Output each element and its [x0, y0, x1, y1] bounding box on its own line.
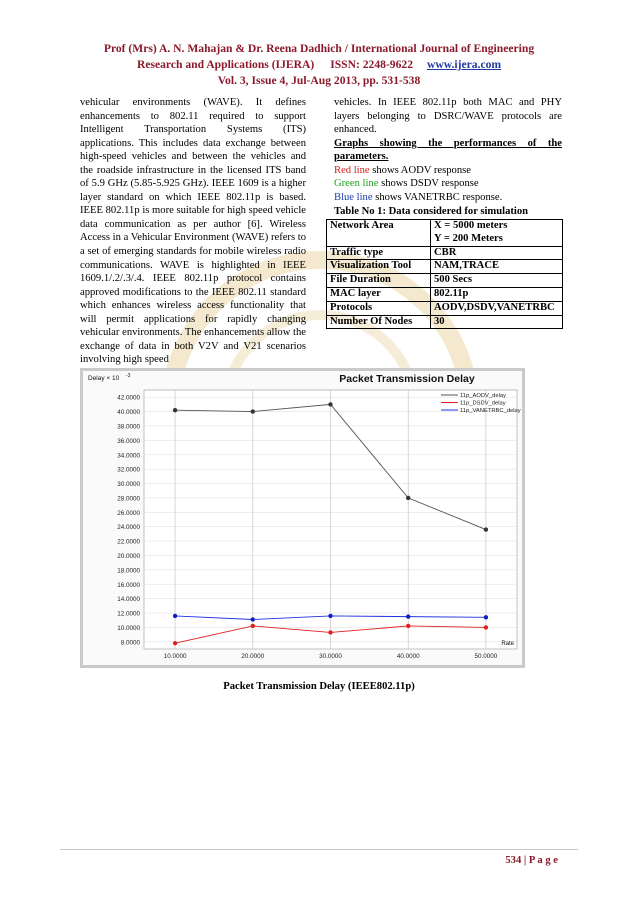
journal-header: [60, 41, 578, 89]
table-key: Visualization Tool: [327, 260, 431, 274]
x-tick-label: 20.0000: [241, 653, 265, 660]
network-area-x: X = 5000 meters: [434, 220, 508, 231]
legend-red-line: [334, 164, 562, 178]
table-row: [327, 220, 563, 247]
table-row: [327, 246, 563, 260]
figure-caption: Packet Transmission Delay (IEEE802.11p): [223, 681, 415, 692]
table-key: Network Area: [327, 220, 431, 247]
table-value: AODV,DSDV,VANETRBC: [431, 301, 563, 315]
y-axis-label: Delay × 10: [88, 375, 120, 382]
x-tick-label: 40.0000: [396, 653, 420, 660]
series-2-point: [406, 614, 410, 618]
y-tick-label: 42.0000: [117, 394, 140, 402]
y-tick-label: 22.0000: [117, 538, 140, 546]
right-column-text: vehicles. In IEEE 802.11p both MAC and PHY layers belonging to DSRC/WAVE protocols are enhanced.: [334, 97, 562, 136]
series-2-point: [173, 614, 177, 618]
green-line-desc: shows DSDV response: [378, 178, 479, 190]
table-title: Table No 1: Data considered for simulation: [334, 206, 529, 217]
header-line-3: Vol. 3, Issue 4, Jul-Aug 2013, pp. 531-538: [217, 74, 421, 87]
chart-svg: [80, 368, 525, 668]
series-2-point: [328, 614, 332, 618]
chart-title: Packet Transmission Delay: [339, 373, 475, 385]
y-tick-label: 10.0000: [117, 624, 140, 632]
x-tick-label: 30.0000: [319, 653, 342, 660]
simulation-table: [326, 219, 563, 329]
header-line-1: Prof (Mrs) A. N. Mahajan & Dr. Reena Dadhich / International Journal of Engineering: [103, 42, 535, 55]
series-0-point: [484, 527, 488, 531]
series-1-point: [406, 624, 410, 628]
table-row: [327, 315, 563, 329]
y-tick-label: 34.0000: [117, 452, 140, 460]
issn: ISSN: 2248-9622: [330, 58, 413, 71]
series-0-point: [251, 409, 255, 413]
legend-entry: 11p_AODV_delay: [460, 393, 506, 400]
legend-green-line: [334, 177, 562, 191]
journal-name: Research and Applications (IJERA): [136, 58, 315, 71]
footer-divider: [60, 849, 578, 850]
table-key: File Duration: [327, 274, 431, 288]
right-column: [334, 96, 562, 204]
journal-website-link[interactable]: www.ijera.com: [427, 58, 502, 71]
packet-delay-chart: [80, 368, 525, 668]
y-tick-label: 14.0000: [117, 596, 140, 604]
y-axis-label-exponent: -3: [126, 373, 131, 379]
y-tick-label: 12.0000: [117, 610, 140, 618]
y-tick-label: 18.0000: [117, 567, 140, 575]
network-area-y: Y = 200 Meters: [434, 232, 503, 244]
series-2-point: [251, 617, 255, 621]
x-tick-label: 50.0000: [474, 653, 498, 660]
series-1-point: [251, 624, 255, 628]
green-line-label: Green line: [334, 178, 379, 190]
table-row: [327, 274, 563, 288]
left-column: [80, 96, 306, 367]
table-value: 500 Secs: [431, 274, 563, 288]
blue-line-label: Blue line: [334, 191, 373, 203]
blue-line-desc: shows VANETRBC response.: [372, 191, 503, 203]
series-0-point: [173, 408, 177, 412]
series-1-point: [173, 641, 177, 645]
table-value: NAM,TRACE: [431, 260, 563, 274]
legend-entry: 11p_VANETRBC_delay: [460, 408, 521, 415]
table-key: Protocols: [327, 301, 431, 315]
header-line-2: [60, 57, 578, 73]
y-tick-label: 30.0000: [117, 481, 140, 489]
y-tick-label: 20.0000: [117, 552, 140, 560]
y-tick-label: 32.0000: [117, 466, 140, 474]
series-1-point: [484, 625, 488, 629]
y-tick-label: 28.0000: [117, 495, 140, 503]
y-tick-label: 24.0000: [117, 524, 140, 532]
x-axis-label: Rate: [501, 641, 514, 647]
left-column-text: vehicular environments (WAVE). It defines enhancements to 802.11 required to support Intelligent Transportation Systems (ITS) applications. This includes data exchange between high-speed vehicles and between the vehicles and the roadside infrastructure in the licensed ITS band of 5.9 GHz (5.85-5.925 GHz). IEEE 1609 is a higher layer standard on which IEEE 802.11p is based. IEEE 802.11p is more suitable for high speed vehicle data communication as per author [6]. Wireless Access in a Vehicular Environment (WAVE) refers to a set of emerging standards for mobile wireless radio communications. WAVE is highlighted in IEEE 1609.1/.2/.3/.4. IEEE 802.11p protocol contains approved modifications to the IEEE 802.11 standard which enhances wireless access functionality that will permit applications for rapidly changing vehicular environments. The enhancements allow the exchange of data in both V2V and V21 scenarios involving high speed: [80, 97, 306, 366]
series-0-point: [328, 402, 332, 406]
y-tick-label: 40.0000: [117, 409, 140, 417]
y-tick-label: 16.0000: [117, 581, 140, 589]
x-tick-label: 10.0000: [163, 653, 187, 660]
y-tick-label: 26.0000: [117, 509, 140, 517]
series-0-point: [406, 496, 410, 500]
series-2-point: [484, 615, 488, 619]
series-1-point: [328, 630, 332, 634]
table-key: Traffic type: [327, 246, 431, 260]
table-value: [431, 220, 563, 247]
legend-entry: 11p_DSDV_delay: [460, 400, 506, 407]
table-value: 30: [431, 315, 563, 329]
y-tick-label: 38.0000: [117, 423, 140, 431]
red-line-label: Red line: [334, 164, 370, 176]
table-row: [327, 260, 563, 274]
table-row: [327, 287, 563, 301]
table-key: Number Of Nodes: [327, 315, 431, 329]
y-tick-label: 36.0000: [117, 437, 140, 445]
graph-heading: Graphs showing the performances of the parameters.: [334, 137, 562, 163]
y-tick-label: 8.0000: [120, 639, 140, 647]
table-value: CBR: [431, 246, 563, 260]
page-number: 534 | P a g e: [505, 855, 558, 866]
table-row: [327, 301, 563, 315]
table-value: 802.11p: [431, 287, 563, 301]
red-line-desc: shows AODV response: [369, 164, 471, 176]
table-key: MAC layer: [327, 287, 431, 301]
legend-blue-line: [334, 191, 562, 205]
